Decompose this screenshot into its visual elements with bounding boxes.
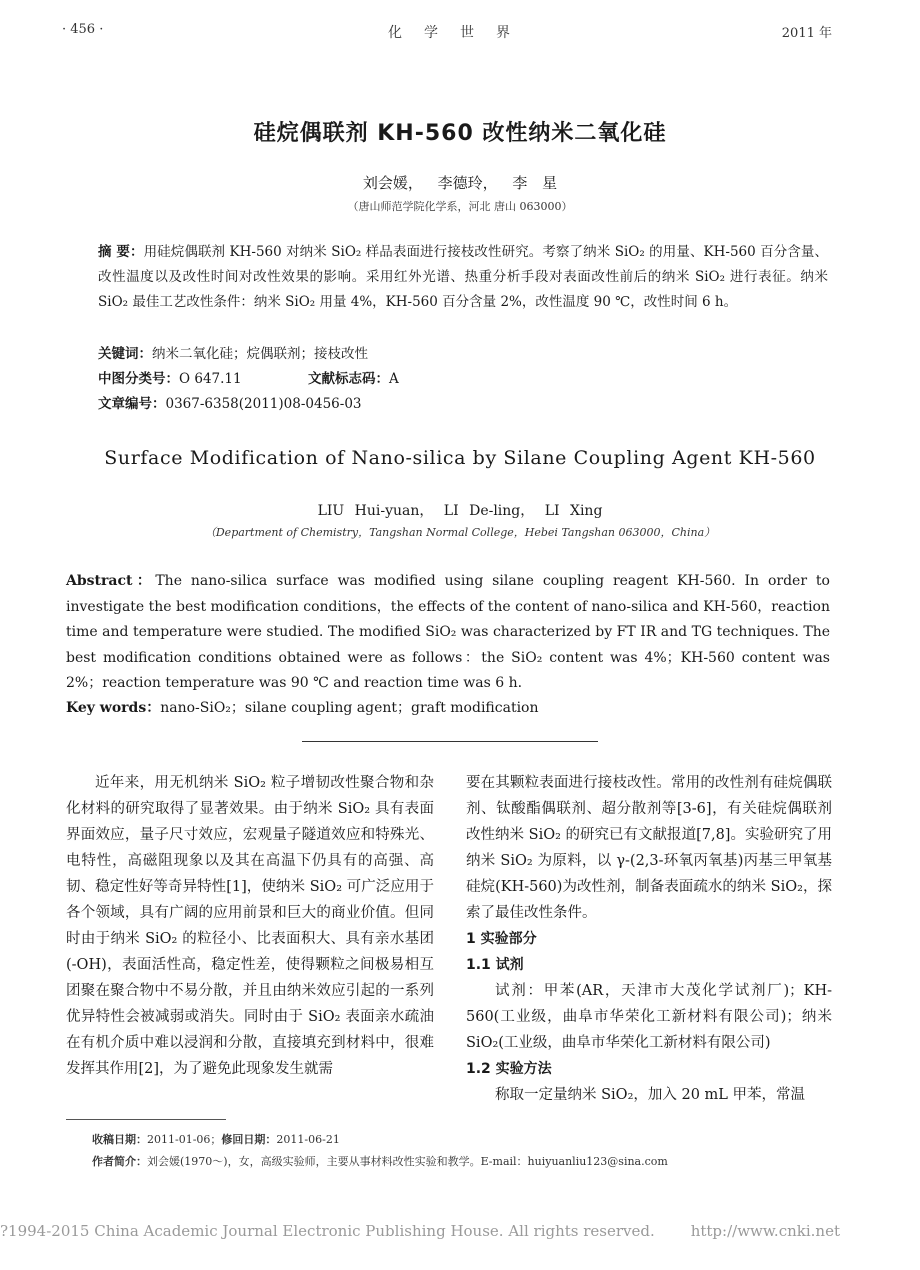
article-number-label: 文章编号： <box>98 396 166 412</box>
method-paragraph: 称取一定量纳米 SiO₂，加入 20 mL 甲苯，常温 <box>495 1087 806 1103</box>
clc-label: 中图分类号： <box>98 371 179 387</box>
section-heading-experimental: 1 实验部分 <box>466 931 537 947</box>
author-bio: 刘会媛(1970～)，女，高级实验师，主要从事材料改性实验和教学。E-mail：huiyuanliu123@sina.com <box>147 1155 668 1168</box>
received-date: 2011-01-06； <box>147 1133 222 1146</box>
document-code-value: A <box>389 371 399 387</box>
keywords-chinese <box>98 342 828 367</box>
classification-row <box>98 367 828 392</box>
footnote-dates <box>92 1131 340 1147</box>
authors-english: LIU Hui-yuan， LI De-ling， LI Xing <box>317 503 603 519</box>
keywords-english-text: nano-SiO₂；silane coupling agent；graft modification <box>160 700 539 716</box>
document-code <box>308 367 399 392</box>
footnote-author <box>92 1153 668 1169</box>
revised-label: 修回日期： <box>221 1133 277 1146</box>
section-divider <box>302 741 598 742</box>
keywords-english-label: Key words： <box>66 700 161 716</box>
section-heading-method: 1.2 实验方法 <box>466 1061 552 1077</box>
section-heading-reagents: 1.1 试剂 <box>466 957 524 973</box>
abstract-english-label: Abstract： <box>66 573 156 589</box>
abstract-english <box>66 569 830 697</box>
journal-name: 化学世界 <box>388 25 532 41</box>
keywords-chinese-label: 关键词： <box>98 346 152 362</box>
affiliation-chinese: （唐山师范学院化学系，河北 唐山 063000） <box>347 200 573 213</box>
title-english: Surface Modification of Nano-silica by Silane Coupling Agent KH-560 <box>104 447 816 469</box>
abstract-chinese-label: 摘 要： <box>98 244 144 260</box>
keywords-english <box>66 696 830 722</box>
title-chinese: 硅烷偶联剂 KH-560 改性纳米二氧化硅 <box>253 121 667 146</box>
abstract-chinese-text: 用硅烷偶联剂 KH-560 对纳米 SiO₂ 样品表面进行接枝改性研究。考察了纳米 SiO₂ 的用量、KH-560 百分含量、改性温度以及改性时间对改性效果的影响。采用红外光谱、热重分析手段对表面改性前后的纳米 SiO₂ 进行表征。纳米 SiO₂ 最佳工艺改性条件：纳米 SiO₂ 用量 4%，KH-560 百分含量 2%，改性温度 90 ℃，改性时间 6 h。 <box>98 244 828 310</box>
cnki-link[interactable]: http://www.cnki.net <box>690 1222 840 1240</box>
abstract-english-text: The nano-silica surface was modified using silane coupling reagent KH-560. In order to investigate the best modification conditions，the effects of the content of nano-silica and KH-560，reaction time and temperature were studied. The modified SiO₂ was characterized by FT IR and TG techniques. The best modification conditions obtained were as follows：the SiO₂ content was 4%；KH-560 content was 2%；reaction temperature was 90 ℃ and reaction time was 6 h. <box>66 573 830 691</box>
authors-chinese: 刘会媛， 李德玲， 李 星 <box>362 174 558 192</box>
abstract-chinese <box>98 240 828 315</box>
body-column-right <box>466 770 832 1108</box>
affiliation-english: （Department of Chemistry，Tangshan Normal College，Hebei Tangshan 063000，China） <box>204 526 716 539</box>
body-column-left: 近年来，用无机纳米 SiO₂ 粒子增韧改性聚合物和杂化材料的研究取得了显著效果。由于纳米 SiO₂ 具有表面界面效应，量子尺寸效应，宏观量子隧道效应和特殊光、电特性，高磁阻现象以及其在高温下仍具有的高强、高韧、稳定性好等奇异特性[1]，使纳米 SiO₂ 可广泛应用于各个领域，具有广阔的应用前景和巨大的商业价值。但同时由于纳米 SiO₂ 的粒径小、比表面积大、具有亲水基团(-OH)，表面活性高，稳定性差，使得颗粒之间极易相互团聚在聚合物中不易分散，并且由纳米效应引起的一系列优异特性会被减弱或消失。同时由于 SiO₂ 表面亲水疏油在有机介质中难以浸润和分散，直接填充到材料中，很难发挥其作用[2]，为了避免此现象发生就需 <box>66 775 434 1077</box>
received-label: 收稿日期： <box>92 1133 147 1146</box>
reagents-paragraph: 试剂：甲苯(AR，天津市大茂化学试剂厂)；KH-560(工业级，曲阜市华荣化工新材料有限公司)；纳米 SiO₂(工业级，曲阜市华荣化工新材料有限公司) <box>466 983 832 1051</box>
document-code-label: 文献标志码： <box>308 371 389 387</box>
revised-date: 2011-06-21 <box>276 1133 340 1146</box>
keywords-chinese-text: 纳米二氧化硅；烷偶联剂；接枝改性 <box>152 346 368 362</box>
journal-year: 2011 年 <box>781 26 832 41</box>
intro-continuation: 要在其颗粒表面进行接枝改性。常用的改性剂有硅烷偶联剂、钛酸酯偶联剂、超分散剂等[3-6]，有关硅烷偶联剂改性纳米 SiO₂ 的研究已有文献报道[7,8]。实验研究了用纳米 SiO₂ 为原料，以 γ-(2,3-环氧丙氧基)丙基三甲氧基硅烷(KH-560)为改性剂，制备表面疏水的纳米 SiO₂，探索了最佳改性条件。 <box>466 775 832 921</box>
copyright-text: ?1994-2015 China Academic Journal Electronic Publishing House. All rights reserved. <box>0 1222 655 1240</box>
article-number-value: 0367-6358(2011)08-0456-03 <box>165 396 362 412</box>
author-bio-label: 作者简介： <box>92 1155 147 1168</box>
article-number <box>98 392 828 417</box>
page-number: · 456 · <box>62 22 104 37</box>
footnote-rule <box>66 1119 226 1120</box>
clc-value: O 647.11 <box>179 371 242 387</box>
